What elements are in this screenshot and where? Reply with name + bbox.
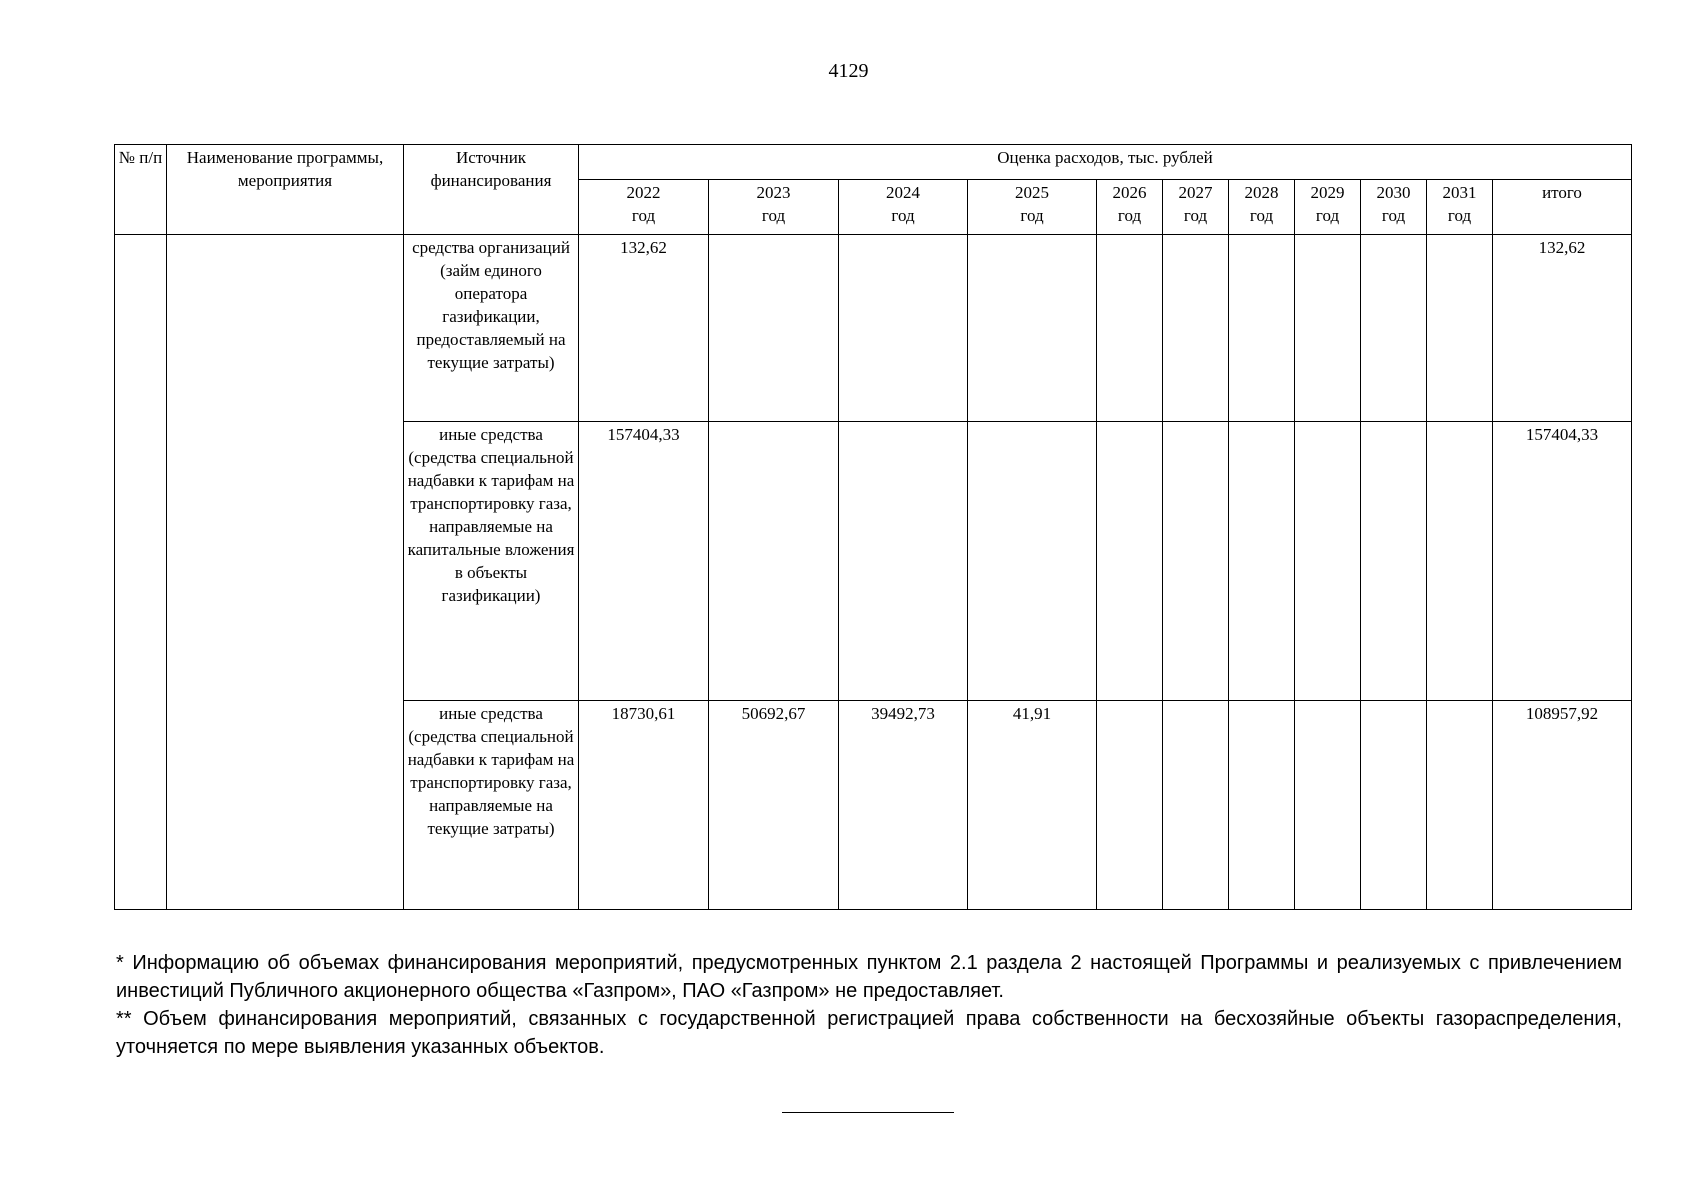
header-year-2024: 2024 год [839, 180, 968, 235]
cell-source: иные средства (средства специальной надбавки к тарифам на транспортировку газа, направляемые на капитальные вложения в объекты газификации) [404, 422, 579, 701]
cell-value: 132,62 [579, 235, 709, 422]
header-expenses: Оценка расходов, тыс. рублей [579, 145, 1632, 180]
cell-value: 41,91 [968, 701, 1097, 910]
cell-value [839, 422, 968, 701]
cell-value [1097, 701, 1163, 910]
cell-value [1427, 701, 1493, 910]
header-year-2029: 2029 год [1295, 180, 1361, 235]
cell-value [839, 235, 968, 422]
cell-value [1163, 235, 1229, 422]
cell-value: 18730,61 [579, 701, 709, 910]
cell-value [1229, 422, 1295, 701]
cell-value [1361, 235, 1427, 422]
cell-value [1229, 235, 1295, 422]
page-number: 4129 [828, 60, 869, 82]
cell-value [1361, 422, 1427, 701]
cell-total: 157404,33 [1493, 422, 1632, 701]
cell-value: 50692,67 [709, 701, 839, 910]
cell-value [1295, 422, 1361, 701]
table-row [115, 235, 1632, 422]
cell-value [1163, 422, 1229, 701]
cell-value [1295, 235, 1361, 422]
cell-source: иные средства (средства специальной надбавки к тарифам на транспортировку газа, направляемые на текущие затраты) [404, 701, 579, 910]
cell-value [709, 235, 839, 422]
cell-value [1097, 235, 1163, 422]
cell-value [1427, 235, 1493, 422]
cell-value [1097, 422, 1163, 701]
cell-value: 39492,73 [839, 701, 968, 910]
end-separator-line [782, 1112, 954, 1113]
cell-value [968, 235, 1097, 422]
cell-program-name [167, 235, 404, 910]
header-number: № п/п [115, 145, 167, 235]
cell-value: 157404,33 [579, 422, 709, 701]
cell-value [709, 422, 839, 701]
cell-number [115, 235, 167, 910]
header-year-2025: 2025 год [968, 180, 1097, 235]
header-funding-source: Источник финансирования [404, 145, 579, 235]
footnotes [116, 949, 1622, 1061]
cell-value [1295, 701, 1361, 910]
cell-total: 108957,92 [1493, 701, 1632, 910]
expenses-table [114, 144, 1632, 910]
cell-value [968, 422, 1097, 701]
footnote: ** Объем финансирования мероприятий, связанных с государственной регистрацией права собственности на бесхозяйные объекты газораспределения, уточняется по мере выявления указанных объектов. [116, 1008, 1622, 1058]
cell-value [1229, 701, 1295, 910]
header-year-2028: 2028 год [1229, 180, 1295, 235]
cell-total: 132,62 [1493, 235, 1632, 422]
header-year-2022: 2022 год [579, 180, 709, 235]
cell-value [1427, 422, 1493, 701]
header-year-2026: 2026 год [1097, 180, 1163, 235]
header-year-2027: 2027 год [1163, 180, 1229, 235]
header-program-name: Наименование программы, мероприятия [167, 145, 404, 235]
header-year-2023: 2023 год [709, 180, 839, 235]
cell-value [1163, 701, 1229, 910]
footnote: * Информацию об объемах финансирования мероприятий, предусмотренных пунктом 2.1 раздела 2 настоящей Программы и реализуемых с привлечением инвестиций Публичного акционерного общества «Газпром», ПАО «Газпром» не предоставляет. [116, 952, 1622, 1002]
header-total: итого [1493, 180, 1632, 235]
header-year-2031: 2031 год [1427, 180, 1493, 235]
cell-value [1361, 701, 1427, 910]
cell-source: средства организаций (займ единого оператора газификации, предоставляемый на текущие затраты) [404, 235, 579, 422]
header-year-2030: 2030 год [1361, 180, 1427, 235]
